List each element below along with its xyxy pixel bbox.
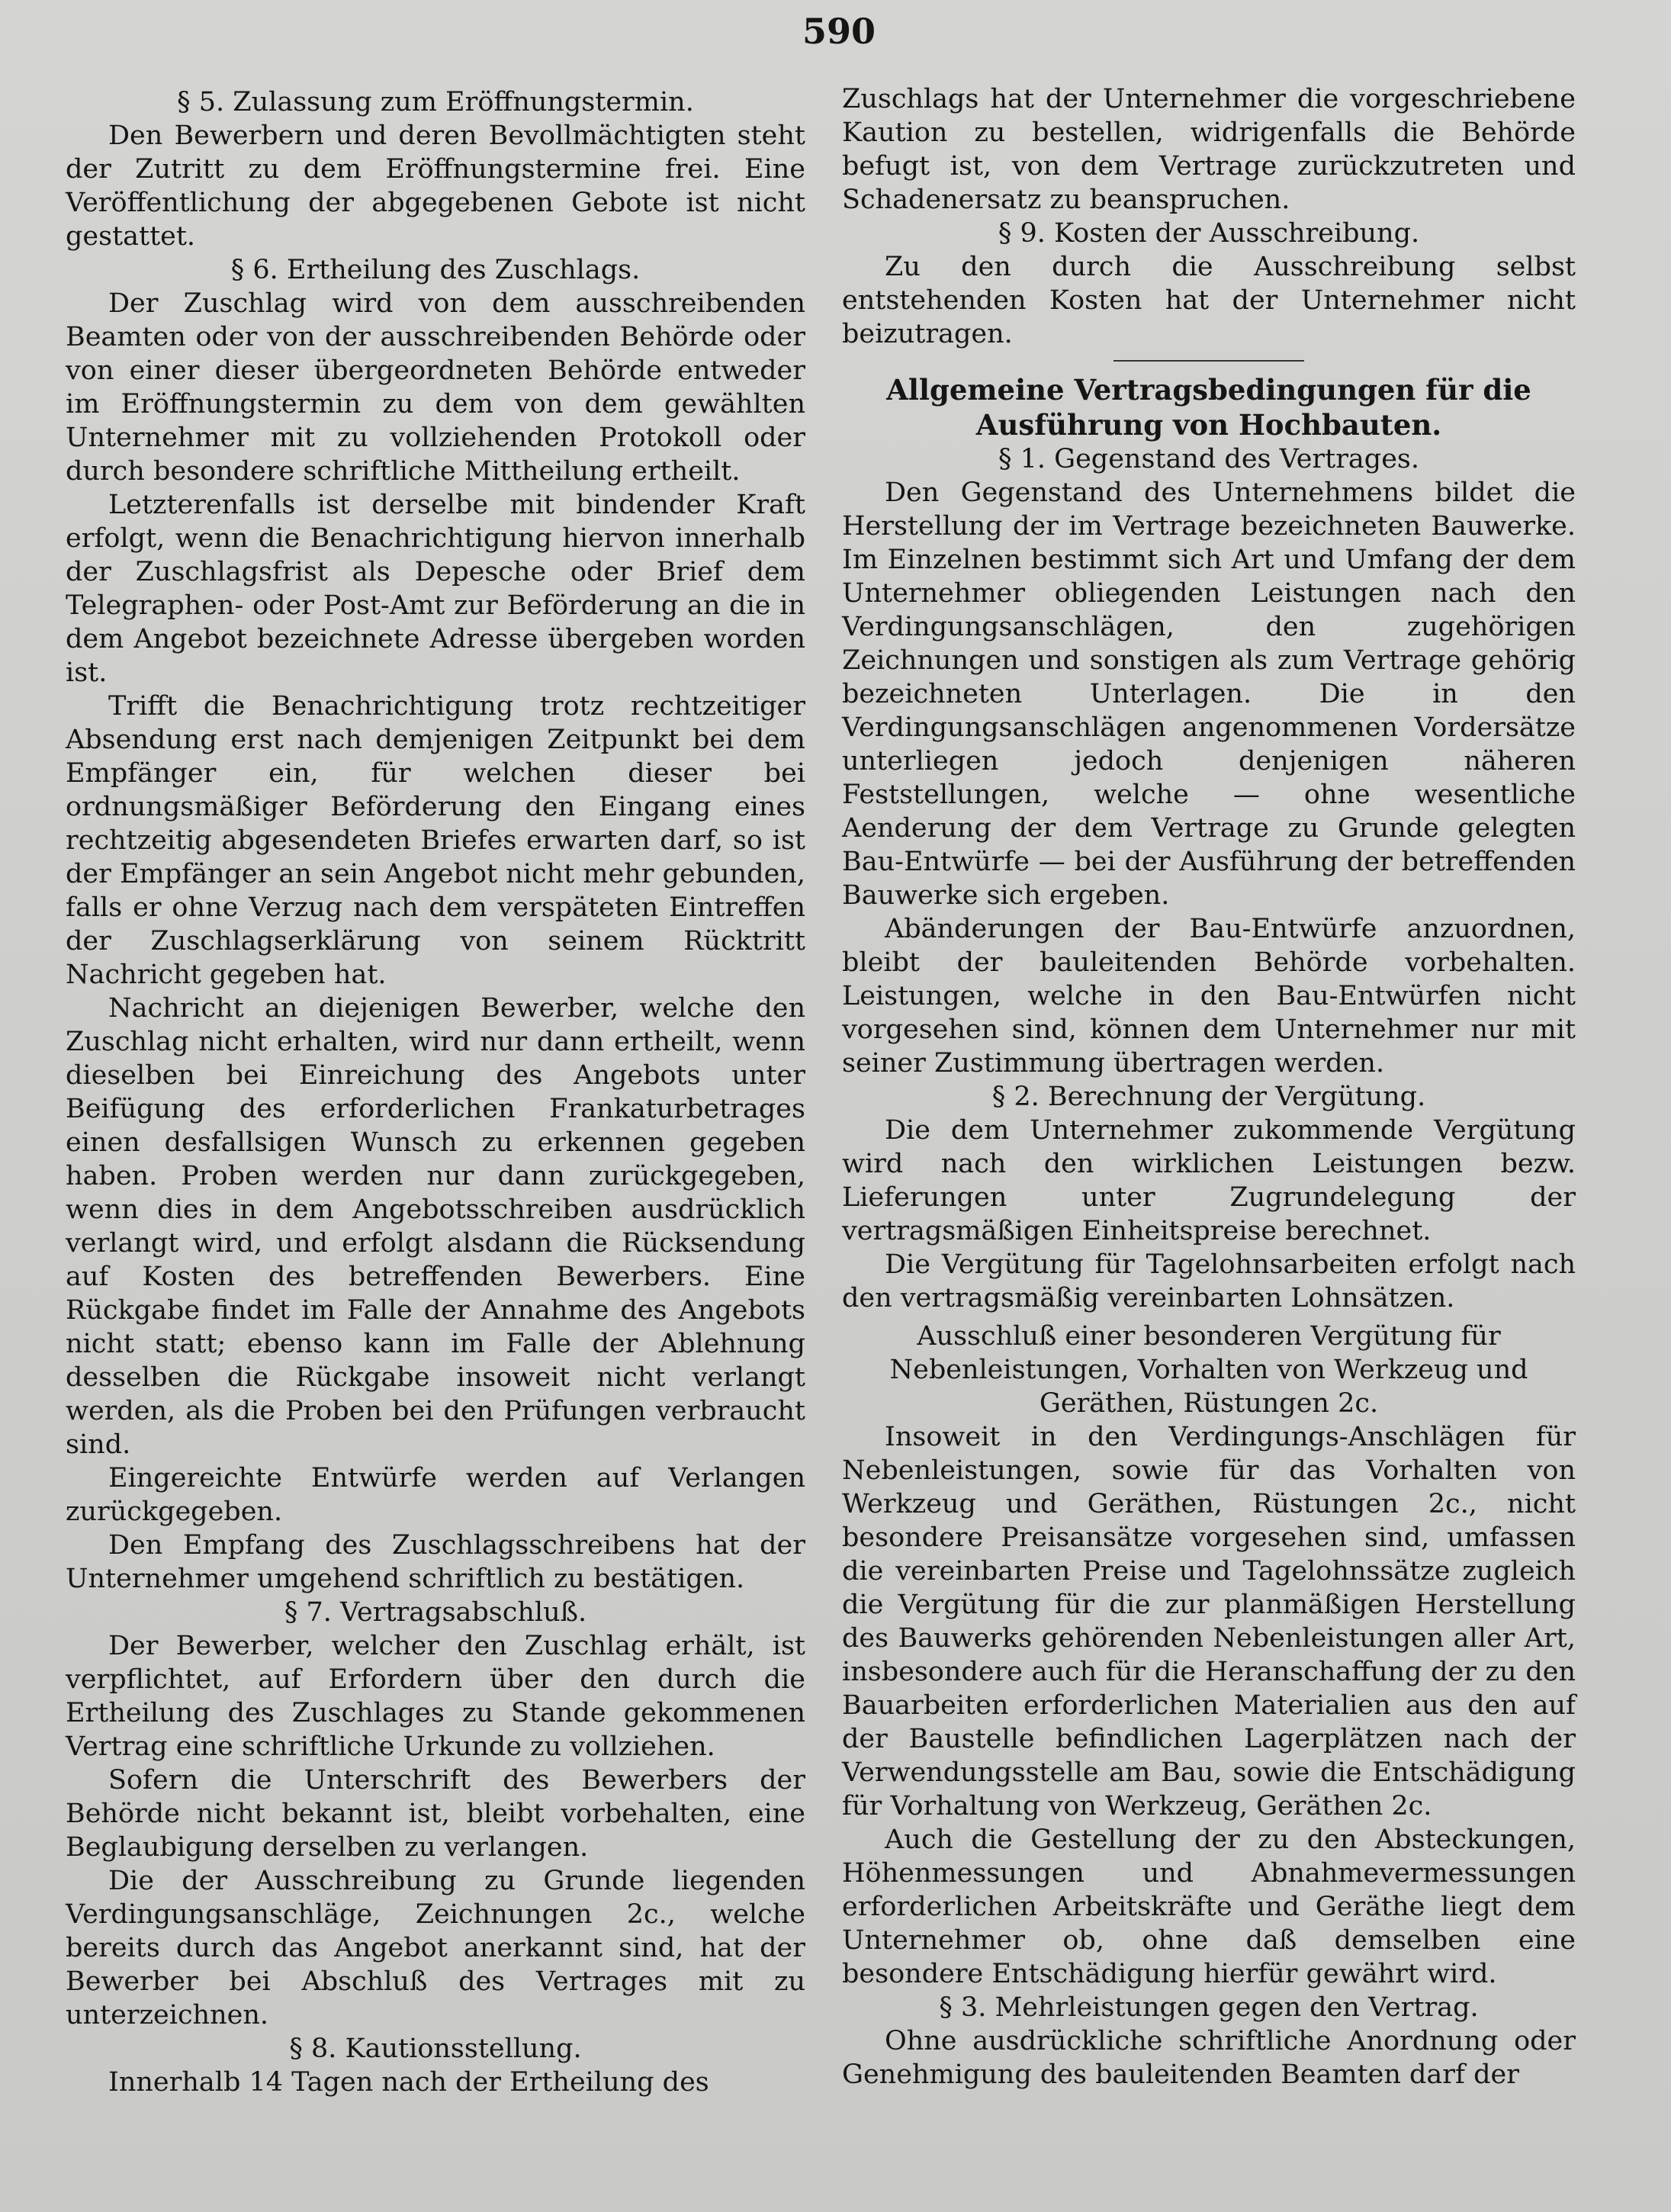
section-heading: § 1. Gegenstand des Vertrages. <box>998 444 1420 474</box>
paragraph: Zu den durch die Ausschreibung selbst entstehenden Kosten hat der Unternehmer nicht beizutragen. <box>842 252 1576 349</box>
paragraph: Abänderungen der Bau-Entwürfe anzuordnen, bleibt der bauleitenden Behörde vorbehalten. Leistungen, welche in den Bau-Entwürfen nicht vorgesehen sind, können dem Unternehmer nur mit seiner Zustimmung übertragen werden. <box>842 914 1576 1079</box>
paragraph: Trifft die Benachrichtigung trotz rechtzeitiger Absendung erst nach demjenigen Zeitpunkt bei dem Empfänger ein, für welchen dieser bei ordnungsmäßiger Beförderung den Eingang eines rechtzeitig abgesendeten Briefes erwarten darf, so ist der Empfänger an sein Angebot nicht mehr gebunden, falls er ohne Verzug nach dem verspäteten Eintreffen der Zuschlagserklärung von seinem Rücktritt Nachricht gegeben hat. <box>66 691 805 990</box>
paragraph: Die dem Unternehmer zukommende Vergütung wird nach den wirklichen Leistungen bezw. Lieferungen unter Zugrundelegung der vertragsmäßigen Einheitspreise berechnet. <box>842 1115 1576 1246</box>
left-column <box>66 85 805 2099</box>
paragraph: Innerhalb 14 Tagen nach der Ertheilung des <box>108 2067 709 2098</box>
paragraph: Den Empfang des Zuschlagsschreibens hat der Unternehmer umgehend schriftlich zu bestätigen. <box>66 1530 805 1594</box>
paragraph: Zuschlags hat der Unternehmer die vorgeschriebene Kaution zu bestellen, widrigenfalls die Behörde befugt ist, von dem Vertrage zurückzutreten und Schadenersatz zu beanspruchen. <box>842 84 1576 215</box>
section-subheading: Ausschluß einer besonderen Vergütung für Nebenleistungen, Vorhalten von Werkzeug und Geräthen, Rüstungen 2c. <box>889 1321 1528 1419</box>
paragraph: Die Vergütung für Tagelohnsarbeiten erfolgt nach den vertragsmäßig vereinbarten Lohnsätzen. <box>842 1249 1576 1313</box>
section-heading: § 7. Vertragsabschluß. <box>284 1597 587 1628</box>
paragraph: Eingereichte Entwürfe werden auf Verlangen zurückgegeben. <box>66 1463 805 1527</box>
document-title: Allgemeine Vertragsbedingungen für die Ausführung von Hochbauten. <box>886 373 1531 442</box>
section-heading: § 9. Kosten der Ausschreibung. <box>998 218 1420 249</box>
paragraph: Den Bewerbern und deren Bevollmächtigten steht der Zutritt zu dem Eröffnungstermine frei. Eine Veröffentlichung der abgegebenen Gebote ist nicht gestattet. <box>66 121 805 252</box>
paragraph: Sofern die Unterschrift des Bewerbers der Behörde nicht bekannt ist, bleibt vorbehalten, eine Beglaubigung derselben zu verlangen. <box>66 1765 805 1863</box>
section-divider <box>1113 360 1304 362</box>
paragraph: Letzterenfalls ist derselbe mit bindender Kraft erfolgt, wenn die Benachrichtigung hiervon innerhalb der Zuschlagsfrist als Depesche oder Brief dem Telegraphen- oder Post-Amt zur Beförderung an die in dem Angebot bezeichnete Adresse übergeben worden ist. <box>66 490 805 688</box>
section-heading: § 5. Zulassung zum Eröffnungstermin. <box>177 87 694 117</box>
section-heading: § 6. Ertheilung des Zuschlags. <box>230 255 641 285</box>
right-column <box>842 82 1576 2091</box>
page-number: 590 <box>802 11 876 52</box>
section-heading: § 8. Kautionsstellung. <box>289 2034 582 2064</box>
paragraph: Der Zuschlag wird von dem ausschreibenden Beamten oder von der ausschreibenden Behörde oder von einer dieser übergeordneten Behörde entweder im Eröffnungstermin zu dem von dem gewählten Unternehmer mit zu vollziehenden Protokoll oder durch besondere schriftliche Mittheilung ertheilt. <box>66 288 805 487</box>
paragraph: Insoweit in den Verdingungs-Anschlägen für Nebenleistungen, sowie für das Vorhalten von Werkzeug und Geräthen, Rüstungen 2c., nicht besondere Preisansätze vorgesehen sind, umfassen die vereinbarten Preise und Tagelohnssätze zugleich die Vergütung für die zur planmäßigen Herstellung des Bauwerks gehörenden Nebenleistungen aller Art, insbesondere auch für die Heranschaffung der zu den Bauarbeiten erforderlichen Materialien aus den auf der Baustelle befindlichen Lagerplätzen nach der Verwendungsstelle am Bau, sowie die Entschädigung für Vorhaltung von Werkzeug, Geräthen 2c. <box>842 1422 1576 1821</box>
paragraph: Die der Ausschreibung zu Grunde liegenden Verdingungsanschläge, Zeichnungen 2c., welche bereits durch das Angebot anerkannt sind, hat der Bewerber bei Abschluß des Vertrages mit zu unterzeichnen. <box>66 1866 805 2030</box>
paragraph: Ohne ausdrückliche schriftliche Anordnung oder Genehmigung des bauleitenden Beamten darf der <box>842 2026 1576 2090</box>
paragraph: Den Gegenstand des Unternehmens bildet die Herstellung der im Vertrage bezeichneten Bauwerke. Im Einzelnen bestimmt sich Art und Umfang der dem Unternehmer obliegenden Leistungen nach den Verdingungsanschlägen, den zugehörigen Zeichnungen und sonstigen als zum Vertrage gehörig bezeichneten Unterlagen. Die in den Verdingungsanschlägen angenommenen Vordersätze unterliegen jedoch denjenigen näheren Feststellungen, welche — ohne wesentliche Aenderung der dem Vertrage zu Grunde gelegten Bau-Entwürfe — bei der Ausführung der betreffenden Bauwerke sich ergeben. <box>842 477 1576 911</box>
paragraph: Nachricht an diejenigen Bewerber, welche den Zuschlag nicht erhalten, wird nur dann ertheilt, wenn dieselben bei Einreichung des Angebots unter Beifügung des erforderlichen Frankaturbetrages einen desfallsigen Wunsch zu erkennen gegeben haben. Proben werden nur dann zurückgegeben, wenn dies in dem Angebotsschreiben ausdrücklich verlangt wird, und erfolgt alsdann die Rücksendung auf Kosten des betreffenden Bewerbers. Eine Rückgabe findet im Falle der Annahme des Angebots nicht statt; ebenso kann im Falle der Ablehnung desselben die Rückgabe insoweit nicht verlangt werden, als die Proben bei den Prüfungen verbraucht sind. <box>66 993 805 1460</box>
paragraph: Der Bewerber, welcher den Zuschlag erhält, ist verpflichtet, auf Erfordern über den durch die Ertheilung des Zuschlages zu Stande gekommenen Vertrag eine schriftliche Urkunde zu vollziehen. <box>66 1631 805 1762</box>
section-heading: § 2. Berechnung der Vergütung. <box>991 1082 1426 1112</box>
section-heading: § 3. Mehrleistungen gegen den Vertrag. <box>939 1992 1479 2023</box>
paragraph: Auch die Gestellung der zu den Absteckungen, Höhenmessungen und Abnahmevermessungen erforderlichen Arbeitskräfte und Geräthe liegt dem Unternehmer ob, ohne daß demselben eine besondere Entschädigung hierfür gewährt wird. <box>842 1825 1576 1989</box>
